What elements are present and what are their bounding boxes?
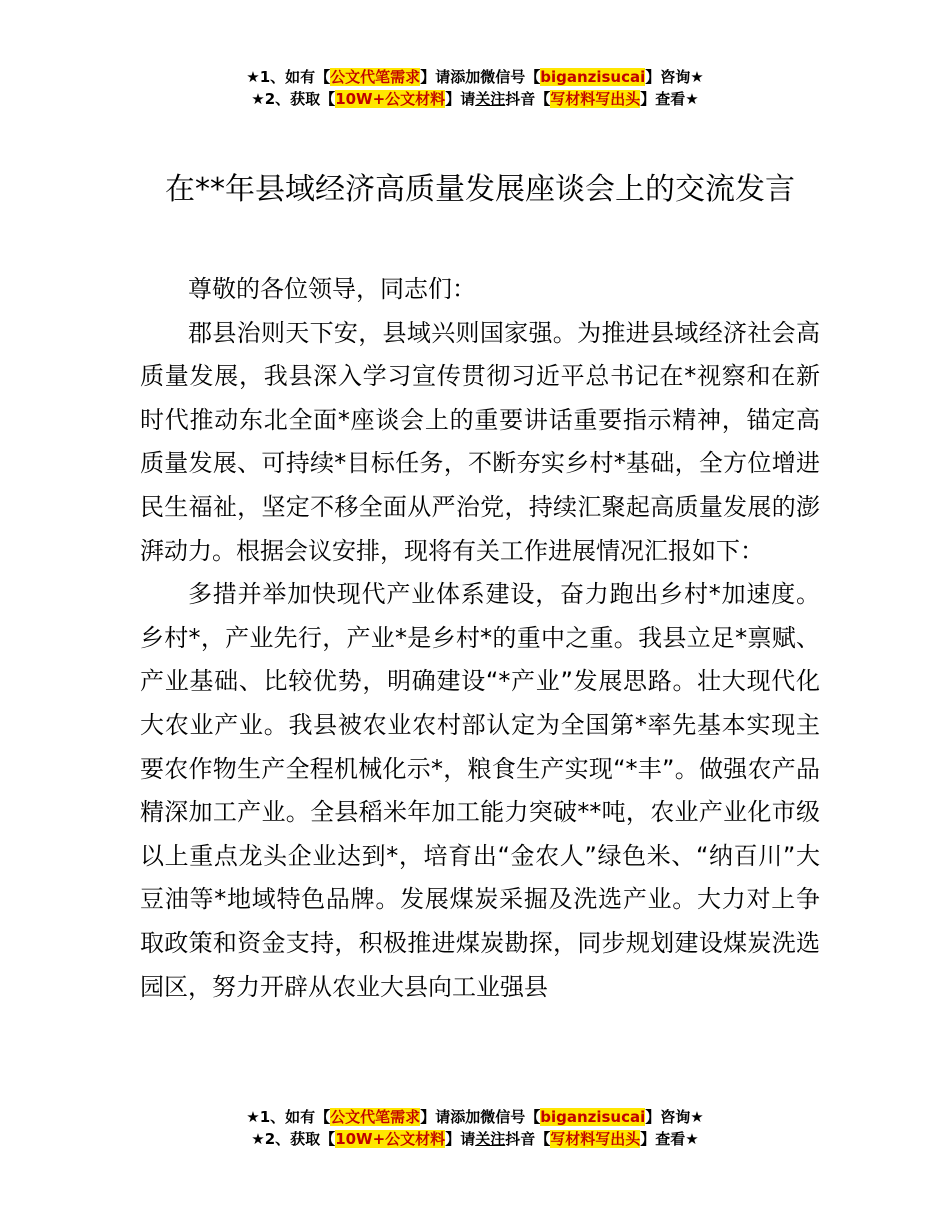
document-body	[140, 268, 820, 1009]
paragraph: 郡县治则天下安，县域兴则国家强。为推进县域经济社会高质量发展，我县深入学习宣传贯彻习近平总书记在*视察和在新时代推动东北全面*座谈会上的重要讲话重要指示精神，锚定高质量发展、可持续*目标任务，不断夯实乡村*基础，全方位增进民生福祉，坚定不移全面从严治党，持续汇聚起高质量发展的澎湃动力。根据会议安排，现将有关工作进展情况汇报如下：	[140, 318, 820, 565]
banner-line-1	[0, 66, 950, 88]
footer-banner	[0, 1106, 950, 1150]
paragraph: 多措并举加快现代产业体系建设，奋力跑出乡村*加速度。乡村*，产业先行，产业*是乡村*的重中之重。我县立足*禀赋、产业基础、比较优势，明确建设“*产业”发展思路。壮大现代化大农业产业。我县被农业农村部认定为全国第*率先基本实现主要农作物生产全程机械化示*，粮食生产实现“*丰”。做强农产品精深加工产业。全县稻米年加工能力突破**吨，农业产业化市级以上重点龙头企业达到*，培育出“金农人”绿色米、“纳百川”大豆油等*地域特色品牌。发展煤炭采掘及洗选产业。大力对上争取政策和资金支持，积极推进煤炭勘探，同步规划建设煤炭洗选园区，努力开辟从农业大县向工业强县	[140, 580, 820, 1001]
banner-text: 】请添加微信号【	[420, 68, 541, 86]
banner-highlight: biganzisucai	[540, 68, 646, 86]
banner-text: ★1、如有【	[246, 68, 331, 86]
banner-highlight: 公文代笔需求	[330, 1108, 421, 1126]
banner-text: 抖音【	[505, 1130, 551, 1148]
banner-text: 】请	[445, 90, 476, 108]
banner-text: ★1、如有【	[246, 1108, 331, 1126]
banner-line-2	[0, 1128, 950, 1150]
banner-text: 】请添加微信号【	[420, 1108, 541, 1126]
banner-line-2	[0, 88, 950, 110]
banner-highlight: 10W+公文材料	[335, 90, 446, 108]
banner-text: ★2、获取【	[251, 1130, 336, 1148]
banner-highlight: biganzisucai	[540, 1108, 646, 1126]
header-banner	[0, 66, 950, 110]
document-title: 在**年县域经济高质量发展座谈会上的交流发言	[165, 172, 795, 207]
banner-text: 抖音【	[505, 90, 551, 108]
banner-text: ★2、获取【	[251, 90, 336, 108]
banner-line-1	[0, 1106, 950, 1128]
salutation: 尊敬的各位领导，同志们：	[188, 275, 476, 303]
banner-highlight: 10W+公文材料	[335, 1130, 446, 1148]
banner-highlight: 写材料写出头	[550, 1130, 641, 1148]
banner-text: 】咨询★	[645, 1108, 704, 1126]
banner-text: 】咨询★	[645, 68, 704, 86]
banner-highlight: 写材料写出头	[550, 90, 641, 108]
banner-underlined-text: 关注	[475, 90, 506, 108]
banner-highlight: 公文代笔需求	[330, 68, 421, 86]
banner-text: 】请	[445, 1130, 476, 1148]
banner-text: 】查看★	[640, 90, 699, 108]
banner-underlined-text: 关注	[475, 1130, 506, 1148]
banner-text: 】查看★	[640, 1130, 699, 1148]
